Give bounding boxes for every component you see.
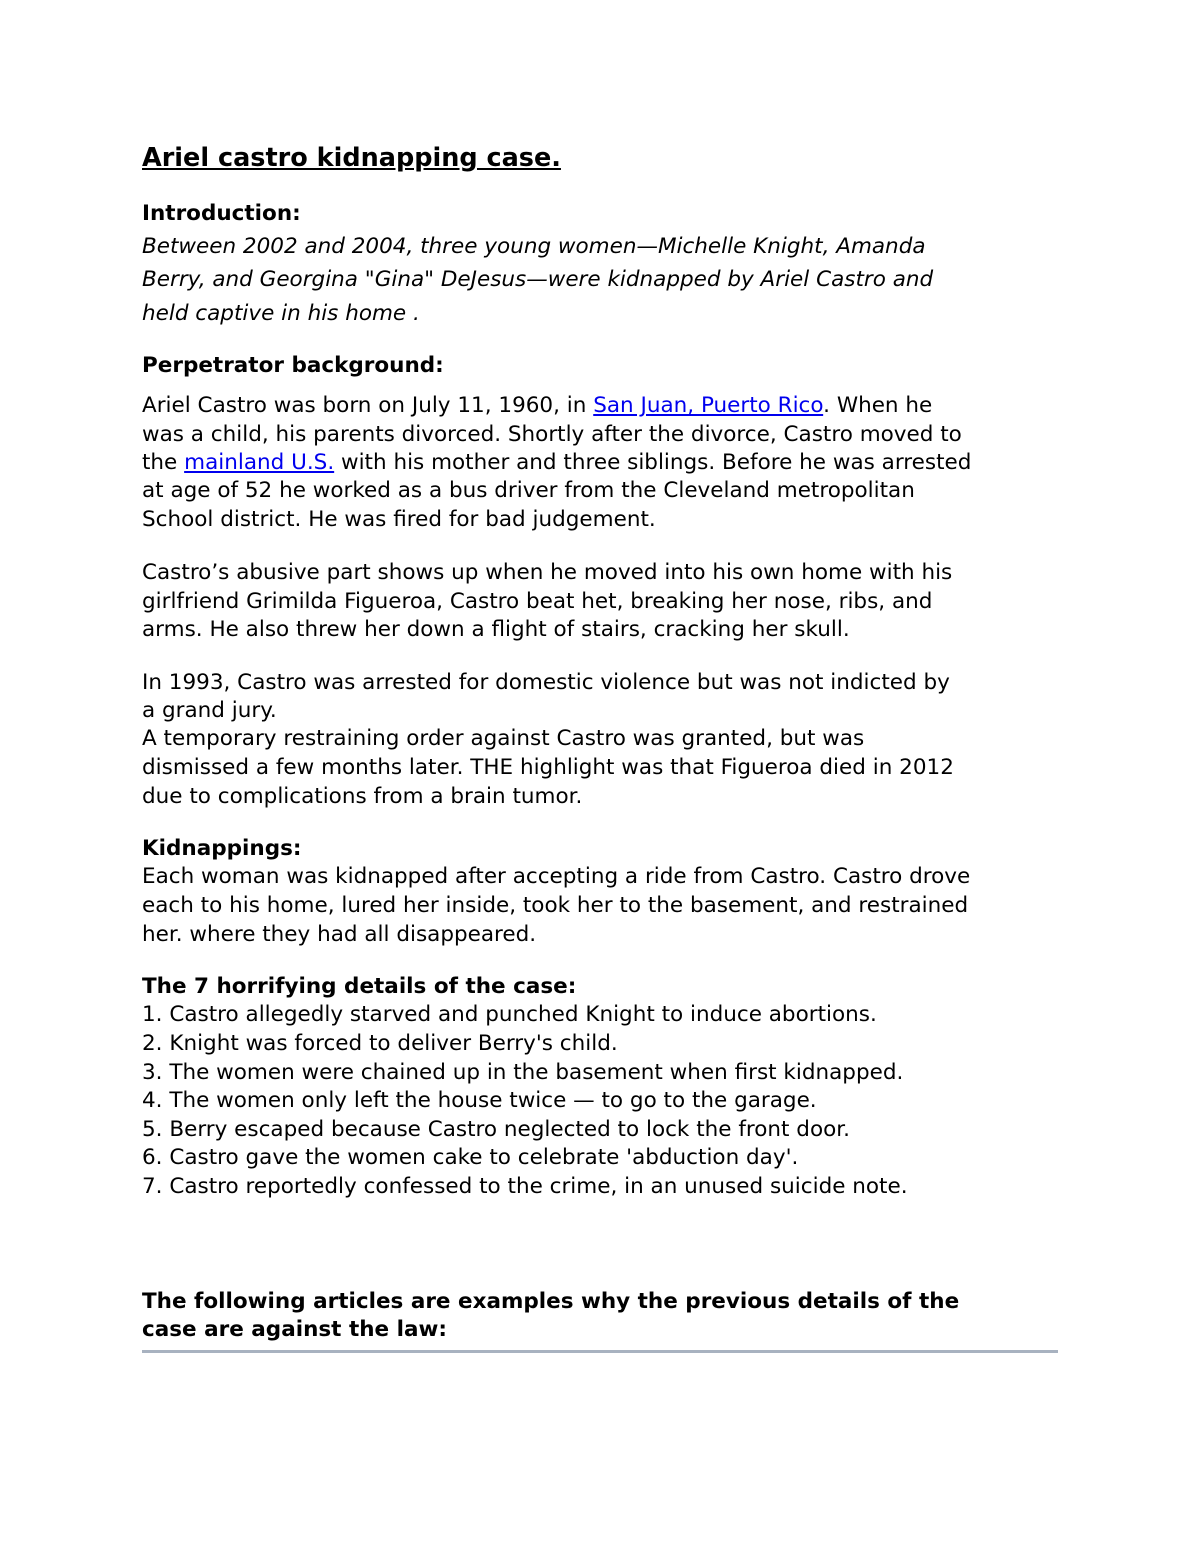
detail-item: 6. Castro gave the women cake to celebrate 'abduction day'.	[142, 1145, 799, 1170]
arrest-line: a grand jury.	[142, 698, 277, 723]
kidnappings-heading: Kidnappings:	[142, 836, 302, 861]
detail-item: 7. Castro reportedly confessed to the crime, in an unused suicide note.	[142, 1174, 908, 1199]
arrest-line: dismissed a few months later. THE highlight was that Figueroa died in 2012	[142, 755, 954, 780]
arrest-line: due to complications from a brain tumor.	[142, 784, 583, 809]
abuse-line: girlfriend Grimilda Figueroa, Castro beat het, breaking her nose, ribs, and	[142, 589, 933, 614]
abuse-line: arms. He also threw her down a flight of stairs, cracking her skull.	[142, 617, 850, 642]
perpetrator-heading: Perpetrator background:	[142, 353, 444, 378]
text-span: Ariel Castro was born on July 11, 1960, in	[142, 393, 594, 418]
kidnappings-line: her. where they had all disappeared.	[142, 922, 537, 947]
intro-line: held captive in his home .	[142, 301, 420, 326]
text-span: . When he	[823, 393, 933, 418]
horizontal-rule	[142, 1350, 1058, 1353]
text-span: the	[142, 450, 185, 475]
perpetrator-line: at age of 52 he worked as a bus driver from the Cleveland metropolitan	[142, 478, 915, 503]
kidnappings-line: Each woman was kidnapped after accepting a ride from Castro. Castro drove	[142, 864, 971, 889]
intro-line: Between 2002 and 2004, three young women—Michelle Knight, Amanda	[142, 234, 926, 259]
closing-line: The following articles are examples why the previous details of the	[142, 1289, 960, 1314]
perpetrator-line: was a child, his parents divorced. Shortly after the divorce, Castro moved to	[142, 422, 962, 447]
arrest-line: In 1993, Castro was arrested for domestic violence but was not indicted by	[142, 670, 950, 695]
perpetrator-line	[142, 449, 971, 477]
arrest-line: A temporary restraining order against Castro was granted, but was	[142, 726, 865, 751]
detail-item: 3. The women were chained up in the basement when first kidnapped.	[142, 1060, 904, 1085]
text-span: with his mother and three siblings. Before he was arrested	[334, 450, 972, 475]
details-heading: The 7 horrifying details of the case:	[142, 974, 577, 999]
san-juan-link[interactable]: San Juan, Puerto Rico	[593, 393, 824, 418]
detail-item: 4. The women only left the house twice — to go to the garage.	[142, 1088, 817, 1113]
mainland-us-link[interactable]: mainland U.S.	[184, 450, 335, 475]
kidnappings-line: each to his home, lured her inside, took her to the basement, and restrained	[142, 893, 969, 918]
perpetrator-line: School district. He was fired for bad judgement.	[142, 507, 656, 532]
detail-item: 5. Berry escaped because Castro neglected to lock the front door.	[142, 1117, 850, 1142]
intro-heading: Introduction:	[142, 201, 301, 226]
detail-item: 2. Knight was forced to deliver Berry's child.	[142, 1031, 618, 1056]
detail-item: 1. Castro allegedly starved and punched Knight to induce abortions.	[142, 1002, 877, 1027]
document-title: Ariel castro kidnapping case.	[142, 143, 561, 173]
perpetrator-line	[142, 392, 932, 420]
intro-line: Berry, and Georgina "Gina" DeJesus—were kidnapped by Ariel Castro and	[142, 267, 934, 292]
closing-line: case are against the law:	[142, 1317, 447, 1342]
abuse-line: Castro’s abusive part shows up when he moved into his own home with his	[142, 560, 953, 585]
